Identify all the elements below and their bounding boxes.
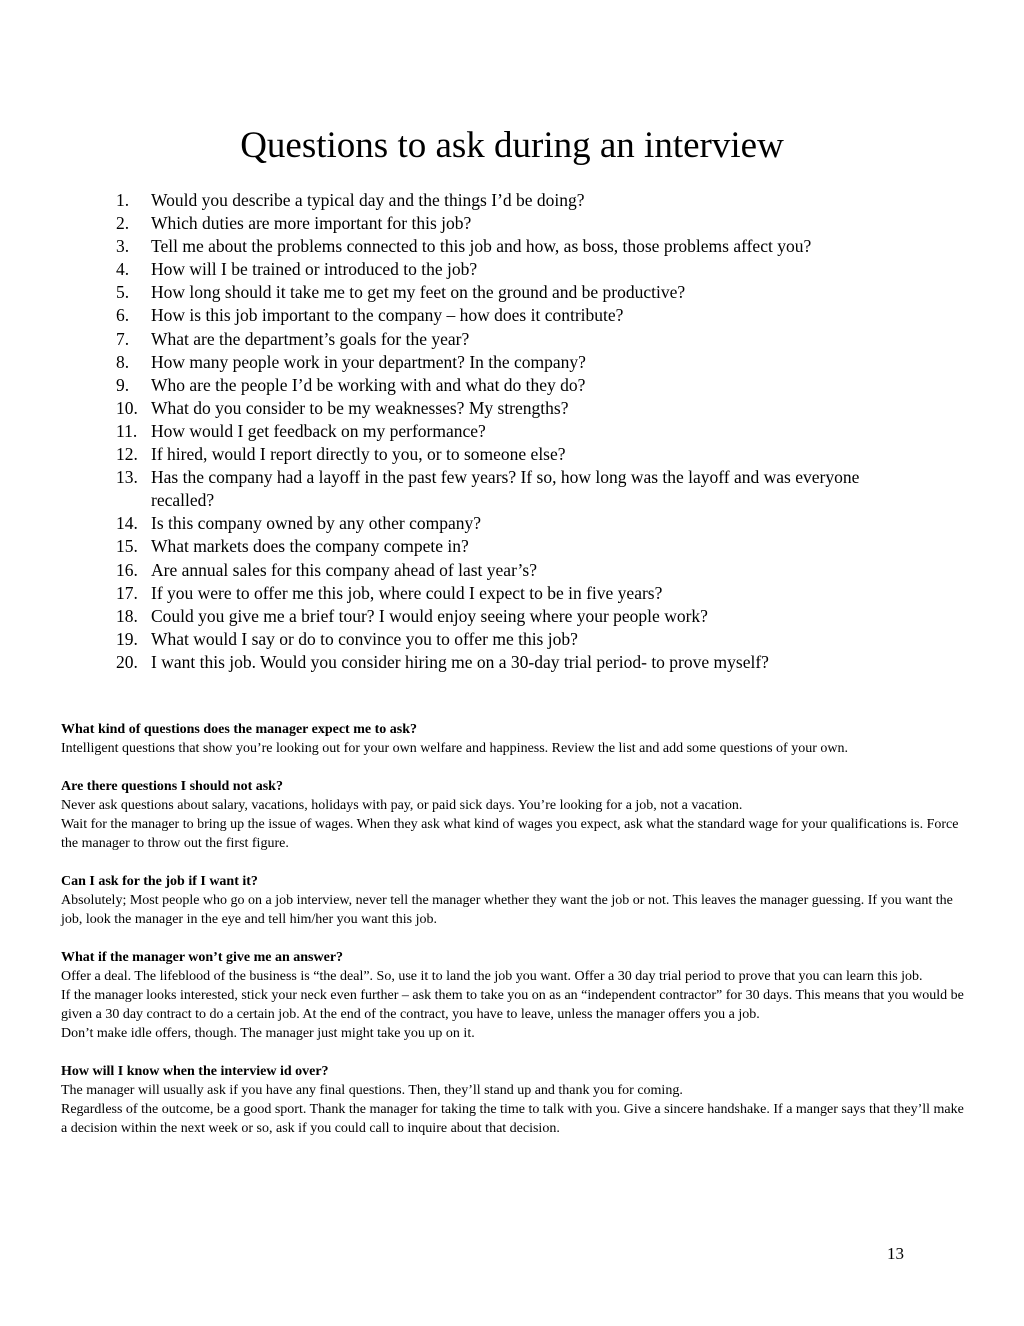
- question-text: If hired, would I report directly to you, or to someone else?: [151, 444, 566, 465]
- page-title: Questions to ask during an interview: [240, 125, 784, 166]
- question-text: How is this job important to the company – how does it contribute?: [151, 305, 624, 326]
- question-text: What are the department’s goals for the year?: [151, 328, 470, 349]
- question-text: Tell me about the problems connected to this job and how, as boss, those problems affect you?: [151, 236, 812, 257]
- faq-block: [61, 1062, 966, 1138]
- faq-answer: Absolutely; Most people who go on a job interview, never tell the manager whether they want the job or not. This leaves the manager guessing. If you want the job, look the manager in the eye and tell him/her you want this job.: [61, 893, 953, 927]
- question-item: [116, 512, 906, 535]
- question-text: I want this job. Would you consider hiring me on a 30-day trial period- to prove myself?: [151, 651, 769, 672]
- question-item: [116, 559, 906, 582]
- question-number: 16.: [116, 559, 138, 580]
- faq-question: Are there questions I should not ask?: [61, 779, 283, 794]
- question-text: How long should it take me to get my feet on the ground and be productive?: [151, 282, 686, 303]
- question-item: [116, 535, 906, 558]
- question-text: Could you give me a brief tour? I would enjoy seeing where your people work?: [151, 605, 708, 626]
- question-number: 13.: [116, 467, 138, 488]
- question-number: 14.: [116, 513, 138, 534]
- question-text: What do you consider to be my weaknesses? My strengths?: [151, 397, 569, 418]
- question-text: What would I say or do to convince you to offer me this job?: [151, 628, 578, 649]
- question-text: If you were to offer me this job, where could I expect to be in five years?: [151, 582, 663, 603]
- question-number: 12.: [116, 444, 138, 465]
- faq-answer: Offer a deal. The lifeblood of the business is “the deal”. So, use it to land the job you want. Offer a 30 day trial period to prove that you can learn this job.: [61, 969, 923, 984]
- question-number: 18.: [116, 605, 138, 626]
- page-number: 13: [887, 1244, 904, 1263]
- question-item: [116, 212, 906, 235]
- question-item: [116, 651, 906, 674]
- question-number: 9.: [116, 374, 130, 395]
- question-number: 17.: [116, 582, 138, 603]
- question-number: 8.: [116, 351, 130, 372]
- question-item: [116, 628, 906, 651]
- question-number: 10.: [116, 397, 138, 418]
- question-item: [116, 304, 906, 327]
- question-number: 6.: [116, 305, 130, 326]
- question-number: 4.: [116, 259, 130, 280]
- faq-answer: If the manager looks interested, stick your neck even further – ask them to take you on as an “independent contractor” for 30 days. This means that you would be given a 30 day contract to do a certain job. At the end of the contract, you have to leave, unless the manager offers you a job.: [61, 988, 964, 1022]
- question-number: 3.: [116, 236, 130, 257]
- question-text: Has the company had a layoff in the past few years? If so, how long was the layoff and was everyone recalled?: [151, 467, 860, 511]
- faq-section: [61, 720, 966, 1157]
- question-number: 7.: [116, 328, 130, 349]
- question-item: [116, 374, 906, 397]
- question-item: [116, 420, 906, 443]
- question-list: [116, 189, 906, 674]
- question-number: 11.: [116, 420, 138, 441]
- faq-block: [61, 948, 966, 1043]
- question-number: 15.: [116, 536, 138, 557]
- question-item: [116, 328, 906, 351]
- question-text: Is this company owned by any other company?: [151, 513, 481, 534]
- question-number: 5.: [116, 282, 130, 303]
- faq-block: [61, 872, 966, 929]
- question-item: [116, 189, 906, 212]
- faq-question: Can I ask for the job if I want it?: [61, 874, 258, 889]
- question-item: [116, 605, 906, 628]
- faq-answer: Never ask questions about salary, vacations, holidays with pay, or paid sick days. You’re looking for a job, not a vacation.: [61, 798, 743, 813]
- question-text: What markets does the company compete in?: [151, 536, 469, 557]
- question-text: Would you describe a typical day and the things I’d be doing?: [151, 190, 585, 210]
- question-item: [116, 281, 906, 304]
- question-text: How would I get feedback on my performance?: [151, 420, 486, 441]
- faq-question: How will I know when the interview id over?: [61, 1064, 329, 1079]
- question-text: How many people work in your department? In the company?: [151, 351, 586, 372]
- faq-block: [61, 777, 966, 853]
- faq-answer: Wait for the manager to bring up the issue of wages. When they ask what kind of wages you expect, ask what the standard wage for your qualifications is. Force the manager to throw out the first figure.: [61, 817, 959, 851]
- question-item: [116, 351, 906, 374]
- question-item: [116, 582, 906, 605]
- faq-answer: The manager will usually ask if you have any final questions. Then, they’ll stand up and thank you for coming.: [61, 1083, 683, 1098]
- question-number: 20.: [116, 651, 138, 672]
- question-text: Are annual sales for this company ahead of last year’s?: [151, 559, 537, 580]
- faq-block: [61, 720, 966, 758]
- question-text: Who are the people I’d be working with and what do they do?: [151, 374, 586, 395]
- question-item: [116, 235, 906, 258]
- faq-answer: Don’t make idle offers, though. The manager just might take you up on it.: [61, 1026, 475, 1041]
- question-item: [116, 397, 906, 420]
- question-item: [116, 466, 906, 512]
- question-item: [116, 258, 906, 281]
- question-text: Which duties are more important for this job?: [151, 213, 472, 234]
- question-number: 2.: [116, 213, 130, 234]
- faq-question: What kind of questions does the manager expect me to ask?: [61, 722, 417, 737]
- question-text: How will I be trained or introduced to the job?: [151, 259, 478, 280]
- question-item: [116, 443, 906, 466]
- faq-question: What if the manager won’t give me an answer?: [61, 950, 344, 965]
- question-number: 1.: [116, 190, 130, 210]
- question-number: 19.: [116, 628, 138, 649]
- faq-answer: Intelligent questions that show you’re looking out for your own welfare and happiness. Review the list and add some questions of your own.: [61, 741, 848, 756]
- faq-answer: Regardless of the outcome, be a good sport. Thank the manager for taking the time to talk with you. Give a sincere handshake. If a manger says that they’ll make a decision within the next week or so, ask if you could call to inquire about that decision.: [61, 1102, 964, 1136]
